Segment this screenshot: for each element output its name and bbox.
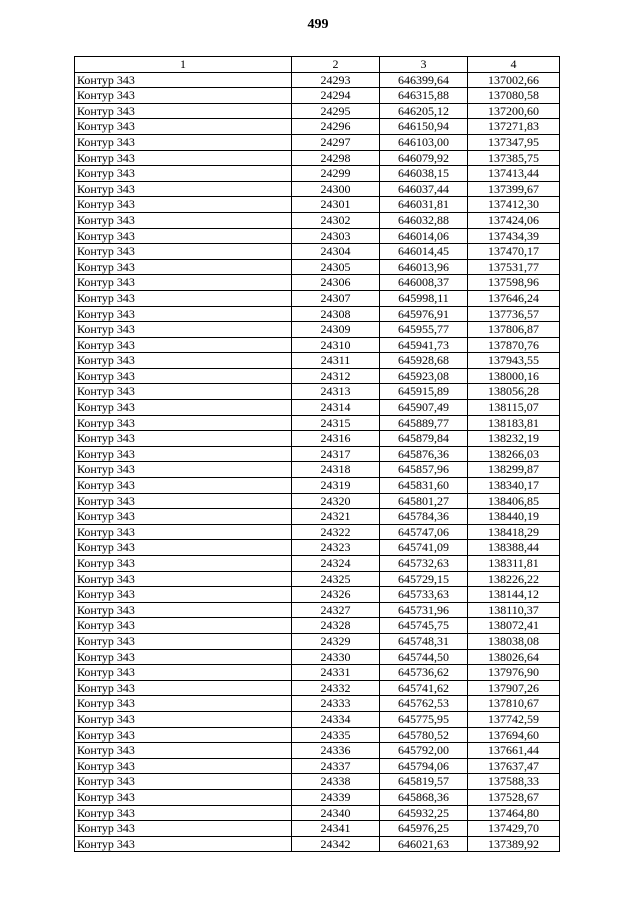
y-coordinate-cell: 138026,64 [468, 649, 560, 665]
y-coordinate-cell: 137870,76 [468, 337, 560, 353]
y-coordinate-cell: 137347,95 [468, 134, 560, 150]
point-number-cell: 24329 [292, 633, 380, 649]
contour-name-cell: Контур 343 [75, 493, 292, 509]
x-coordinate-cell: 645794,06 [380, 758, 468, 774]
table-row [75, 602, 560, 618]
contour-name-cell: Контур 343 [75, 212, 292, 228]
point-number-cell: 24309 [292, 322, 380, 338]
x-coordinate-cell: 646037,44 [380, 181, 468, 197]
contour-name-cell: Контур 343 [75, 197, 292, 213]
point-number-cell: 24325 [292, 571, 380, 587]
contour-name-cell: Контур 343 [75, 103, 292, 119]
point-number-cell: 24338 [292, 774, 380, 790]
point-number-cell: 24332 [292, 680, 380, 696]
point-number-cell: 24303 [292, 228, 380, 244]
y-coordinate-cell: 137943,55 [468, 353, 560, 369]
column-header: 4 [468, 57, 560, 73]
x-coordinate-cell: 645744,50 [380, 649, 468, 665]
point-number-cell: 24313 [292, 384, 380, 400]
table-row [75, 540, 560, 556]
point-number-cell: 24316 [292, 431, 380, 447]
x-coordinate-cell: 645780,52 [380, 727, 468, 743]
contour-name-cell: Контур 343 [75, 88, 292, 104]
table-row [75, 228, 560, 244]
point-number-cell: 24318 [292, 462, 380, 478]
x-coordinate-cell: 645831,60 [380, 478, 468, 494]
x-coordinate-cell: 645741,62 [380, 680, 468, 696]
y-coordinate-cell: 137907,26 [468, 680, 560, 696]
table-body [75, 72, 560, 852]
y-coordinate-cell: 138340,17 [468, 478, 560, 494]
y-coordinate-cell: 137464,80 [468, 805, 560, 821]
point-number-cell: 24315 [292, 415, 380, 431]
contour-name-cell: Контур 343 [75, 150, 292, 166]
contour-name-cell: Контур 343 [75, 602, 292, 618]
contour-name-cell: Контур 343 [75, 322, 292, 338]
y-coordinate-cell: 137976,90 [468, 665, 560, 681]
x-coordinate-cell: 645955,77 [380, 322, 468, 338]
y-coordinate-cell: 138056,28 [468, 384, 560, 400]
y-coordinate-cell: 137661,44 [468, 743, 560, 759]
point-number-cell: 24302 [292, 212, 380, 228]
table-row [75, 556, 560, 572]
y-coordinate-cell: 137598,96 [468, 275, 560, 291]
contour-name-cell: Контур 343 [75, 711, 292, 727]
point-number-cell: 24312 [292, 368, 380, 384]
y-coordinate-cell: 137531,77 [468, 259, 560, 275]
contour-name-cell: Контур 343 [75, 680, 292, 696]
x-coordinate-cell: 645976,25 [380, 821, 468, 837]
contour-name-cell: Контур 343 [75, 649, 292, 665]
x-coordinate-cell: 645915,89 [380, 384, 468, 400]
x-coordinate-cell: 646031,81 [380, 197, 468, 213]
x-coordinate-cell: 645876,36 [380, 446, 468, 462]
point-number-cell: 24310 [292, 337, 380, 353]
table-row [75, 821, 560, 837]
y-coordinate-cell: 137389,92 [468, 836, 560, 852]
point-number-cell: 24320 [292, 493, 380, 509]
contour-name-cell: Контур 343 [75, 119, 292, 135]
x-coordinate-cell: 645792,00 [380, 743, 468, 759]
table-row [75, 415, 560, 431]
point-number-cell: 24336 [292, 743, 380, 759]
x-coordinate-cell: 645732,63 [380, 556, 468, 572]
point-number-cell: 24296 [292, 119, 380, 135]
y-coordinate-cell: 137271,83 [468, 119, 560, 135]
point-number-cell: 24341 [292, 821, 380, 837]
x-coordinate-cell: 646021,63 [380, 836, 468, 852]
x-coordinate-cell: 645733,63 [380, 587, 468, 603]
x-coordinate-cell: 645801,27 [380, 493, 468, 509]
x-coordinate-cell: 646014,06 [380, 228, 468, 244]
point-number-cell: 24319 [292, 478, 380, 494]
contour-name-cell: Контур 343 [75, 743, 292, 759]
y-coordinate-cell: 138311,81 [468, 556, 560, 572]
x-coordinate-cell: 645928,68 [380, 353, 468, 369]
y-coordinate-cell: 137200,60 [468, 103, 560, 119]
contour-name-cell: Контур 343 [75, 571, 292, 587]
y-coordinate-cell: 138115,07 [468, 400, 560, 416]
x-coordinate-cell: 646103,00 [380, 134, 468, 150]
table-row [75, 743, 560, 759]
x-coordinate-cell: 646315,88 [380, 88, 468, 104]
y-coordinate-cell: 137528,67 [468, 789, 560, 805]
point-number-cell: 24337 [292, 758, 380, 774]
y-coordinate-cell: 138440,19 [468, 509, 560, 525]
table-row [75, 197, 560, 213]
y-coordinate-cell: 137646,24 [468, 290, 560, 306]
table-row [75, 353, 560, 369]
table-row [75, 446, 560, 462]
table-row [75, 509, 560, 525]
x-coordinate-cell: 645889,77 [380, 415, 468, 431]
table-row [75, 727, 560, 743]
contour-name-cell: Контур 343 [75, 540, 292, 556]
y-coordinate-cell: 138038,08 [468, 633, 560, 649]
table-row [75, 88, 560, 104]
x-coordinate-cell: 645907,49 [380, 400, 468, 416]
contour-name-cell: Контур 343 [75, 415, 292, 431]
y-coordinate-cell: 137413,44 [468, 166, 560, 182]
y-coordinate-cell: 138072,41 [468, 618, 560, 634]
contour-name-cell: Контур 343 [75, 836, 292, 852]
x-coordinate-cell: 645932,25 [380, 805, 468, 821]
table-row [75, 493, 560, 509]
y-coordinate-cell: 137385,75 [468, 150, 560, 166]
y-coordinate-cell: 137736,57 [468, 306, 560, 322]
table-row [75, 322, 560, 338]
table-row [75, 571, 560, 587]
point-number-cell: 24328 [292, 618, 380, 634]
x-coordinate-cell: 646014,45 [380, 244, 468, 260]
point-number-cell: 24321 [292, 509, 380, 525]
x-coordinate-cell: 645741,09 [380, 540, 468, 556]
contour-name-cell: Контур 343 [75, 758, 292, 774]
contour-name-cell: Контур 343 [75, 72, 292, 88]
contour-name-cell: Контур 343 [75, 259, 292, 275]
table-row [75, 478, 560, 494]
point-number-cell: 24307 [292, 290, 380, 306]
table-row [75, 244, 560, 260]
contour-name-cell: Контур 343 [75, 275, 292, 291]
table-row [75, 758, 560, 774]
contour-name-cell: Контур 343 [75, 400, 292, 416]
x-coordinate-cell: 646079,92 [380, 150, 468, 166]
table-row [75, 275, 560, 291]
contour-name-cell: Контур 343 [75, 633, 292, 649]
point-number-cell: 24324 [292, 556, 380, 572]
coordinates-table [74, 56, 560, 852]
contour-name-cell: Контур 343 [75, 462, 292, 478]
point-number-cell: 24326 [292, 587, 380, 603]
table-row [75, 587, 560, 603]
contour-name-cell: Контур 343 [75, 789, 292, 805]
table-row [75, 774, 560, 790]
point-number-cell: 24293 [292, 72, 380, 88]
x-coordinate-cell: 646150,94 [380, 119, 468, 135]
point-number-cell: 24304 [292, 244, 380, 260]
x-coordinate-cell: 646038,15 [380, 166, 468, 182]
y-coordinate-cell: 137470,17 [468, 244, 560, 260]
point-number-cell: 24301 [292, 197, 380, 213]
table-row [75, 368, 560, 384]
x-coordinate-cell: 645784,36 [380, 509, 468, 525]
x-coordinate-cell: 645729,15 [380, 571, 468, 587]
column-header: 1 [75, 57, 292, 73]
x-coordinate-cell: 646013,96 [380, 259, 468, 275]
table-row [75, 259, 560, 275]
table-row [75, 462, 560, 478]
table-row [75, 119, 560, 135]
point-number-cell: 24340 [292, 805, 380, 821]
table-row [75, 680, 560, 696]
y-coordinate-cell: 137806,87 [468, 322, 560, 338]
contour-name-cell: Контур 343 [75, 618, 292, 634]
table-row [75, 789, 560, 805]
table-row [75, 431, 560, 447]
table-row [75, 212, 560, 228]
point-number-cell: 24314 [292, 400, 380, 416]
y-coordinate-cell: 138144,12 [468, 587, 560, 603]
contour-name-cell: Контур 343 [75, 384, 292, 400]
x-coordinate-cell: 645736,62 [380, 665, 468, 681]
y-coordinate-cell: 138418,29 [468, 524, 560, 540]
contour-name-cell: Контур 343 [75, 228, 292, 244]
y-coordinate-cell: 137412,30 [468, 197, 560, 213]
x-coordinate-cell: 646008,37 [380, 275, 468, 291]
y-coordinate-cell: 138000,16 [468, 368, 560, 384]
x-coordinate-cell: 645976,91 [380, 306, 468, 322]
contour-name-cell: Контур 343 [75, 805, 292, 821]
page-number: 499 [307, 17, 329, 32]
contour-name-cell: Контур 343 [75, 290, 292, 306]
contour-name-cell: Контур 343 [75, 353, 292, 369]
table-row [75, 306, 560, 322]
table-row [75, 150, 560, 166]
contour-name-cell: Контур 343 [75, 244, 292, 260]
point-number-cell: 24306 [292, 275, 380, 291]
point-number-cell: 24342 [292, 836, 380, 852]
point-number-cell: 24333 [292, 696, 380, 712]
y-coordinate-cell: 137429,70 [468, 821, 560, 837]
x-coordinate-cell: 645923,08 [380, 368, 468, 384]
contour-name-cell: Контур 343 [75, 134, 292, 150]
x-coordinate-cell: 645745,75 [380, 618, 468, 634]
table-row [75, 166, 560, 182]
x-coordinate-cell: 645868,36 [380, 789, 468, 805]
point-number-cell: 24308 [292, 306, 380, 322]
contour-name-cell: Контур 343 [75, 821, 292, 837]
point-number-cell: 24294 [292, 88, 380, 104]
point-number-cell: 24334 [292, 711, 380, 727]
y-coordinate-cell: 137742,59 [468, 711, 560, 727]
y-coordinate-cell: 138110,37 [468, 602, 560, 618]
y-coordinate-cell: 138183,81 [468, 415, 560, 431]
point-number-cell: 24331 [292, 665, 380, 681]
contour-name-cell: Контур 343 [75, 166, 292, 182]
table-row [75, 134, 560, 150]
contour-name-cell: Контур 343 [75, 556, 292, 572]
x-coordinate-cell: 645731,96 [380, 602, 468, 618]
table-row [75, 711, 560, 727]
y-coordinate-cell: 138406,85 [468, 493, 560, 509]
table-row [75, 805, 560, 821]
y-coordinate-cell: 138388,44 [468, 540, 560, 556]
contour-name-cell: Контур 343 [75, 431, 292, 447]
point-number-cell: 24311 [292, 353, 380, 369]
x-coordinate-cell: 645762,53 [380, 696, 468, 712]
x-coordinate-cell: 645879,84 [380, 431, 468, 447]
y-coordinate-cell: 138299,87 [468, 462, 560, 478]
table-row [75, 618, 560, 634]
y-coordinate-cell: 138226,22 [468, 571, 560, 587]
table-row [75, 649, 560, 665]
contour-name-cell: Контур 343 [75, 478, 292, 494]
point-number-cell: 24322 [292, 524, 380, 540]
point-number-cell: 24327 [292, 602, 380, 618]
point-number-cell: 24339 [292, 789, 380, 805]
x-coordinate-cell: 646205,12 [380, 103, 468, 119]
x-coordinate-cell: 645819,57 [380, 774, 468, 790]
y-coordinate-cell: 137002,66 [468, 72, 560, 88]
point-number-cell: 24305 [292, 259, 380, 275]
y-coordinate-cell: 137424,06 [468, 212, 560, 228]
table-row [75, 696, 560, 712]
column-header: 2 [292, 57, 380, 73]
contour-name-cell: Контур 343 [75, 181, 292, 197]
point-number-cell: 24317 [292, 446, 380, 462]
y-coordinate-cell: 137434,39 [468, 228, 560, 244]
x-coordinate-cell: 645775,95 [380, 711, 468, 727]
header-row [75, 57, 560, 73]
table-row [75, 400, 560, 416]
point-number-cell: 24299 [292, 166, 380, 182]
y-coordinate-cell: 137694,60 [468, 727, 560, 743]
table-row [75, 103, 560, 119]
point-number-cell: 24295 [292, 103, 380, 119]
x-coordinate-cell: 646032,88 [380, 212, 468, 228]
contour-name-cell: Контур 343 [75, 727, 292, 743]
table-row [75, 72, 560, 88]
column-header: 3 [380, 57, 468, 73]
x-coordinate-cell: 645857,96 [380, 462, 468, 478]
y-coordinate-cell: 137080,58 [468, 88, 560, 104]
y-coordinate-cell: 138266,03 [468, 446, 560, 462]
table-row [75, 524, 560, 540]
contour-name-cell: Контур 343 [75, 337, 292, 353]
point-number-cell: 24330 [292, 649, 380, 665]
y-coordinate-cell: 137637,47 [468, 758, 560, 774]
contour-name-cell: Контур 343 [75, 696, 292, 712]
contour-name-cell: Контур 343 [75, 774, 292, 790]
contour-name-cell: Контур 343 [75, 524, 292, 540]
table-row [75, 337, 560, 353]
contour-name-cell: Контур 343 [75, 509, 292, 525]
point-number-cell: 24298 [292, 150, 380, 166]
y-coordinate-cell: 137810,67 [468, 696, 560, 712]
table-row [75, 181, 560, 197]
table-row [75, 665, 560, 681]
table-row [75, 290, 560, 306]
y-coordinate-cell: 137399,67 [468, 181, 560, 197]
contour-name-cell: Контур 343 [75, 665, 292, 681]
x-coordinate-cell: 646399,64 [380, 72, 468, 88]
y-coordinate-cell: 137588,33 [468, 774, 560, 790]
contour-name-cell: Контур 343 [75, 446, 292, 462]
contour-name-cell: Контур 343 [75, 306, 292, 322]
y-coordinate-cell: 138232,19 [468, 431, 560, 447]
table-row [75, 836, 560, 852]
table-row [75, 633, 560, 649]
point-number-cell: 24297 [292, 134, 380, 150]
point-number-cell: 24323 [292, 540, 380, 556]
point-number-cell: 24335 [292, 727, 380, 743]
point-number-cell: 24300 [292, 181, 380, 197]
table-row [75, 384, 560, 400]
contour-name-cell: Контур 343 [75, 368, 292, 384]
x-coordinate-cell: 645748,31 [380, 633, 468, 649]
x-coordinate-cell: 645747,06 [380, 524, 468, 540]
x-coordinate-cell: 645941,73 [380, 337, 468, 353]
contour-name-cell: Контур 343 [75, 587, 292, 603]
x-coordinate-cell: 645998,11 [380, 290, 468, 306]
